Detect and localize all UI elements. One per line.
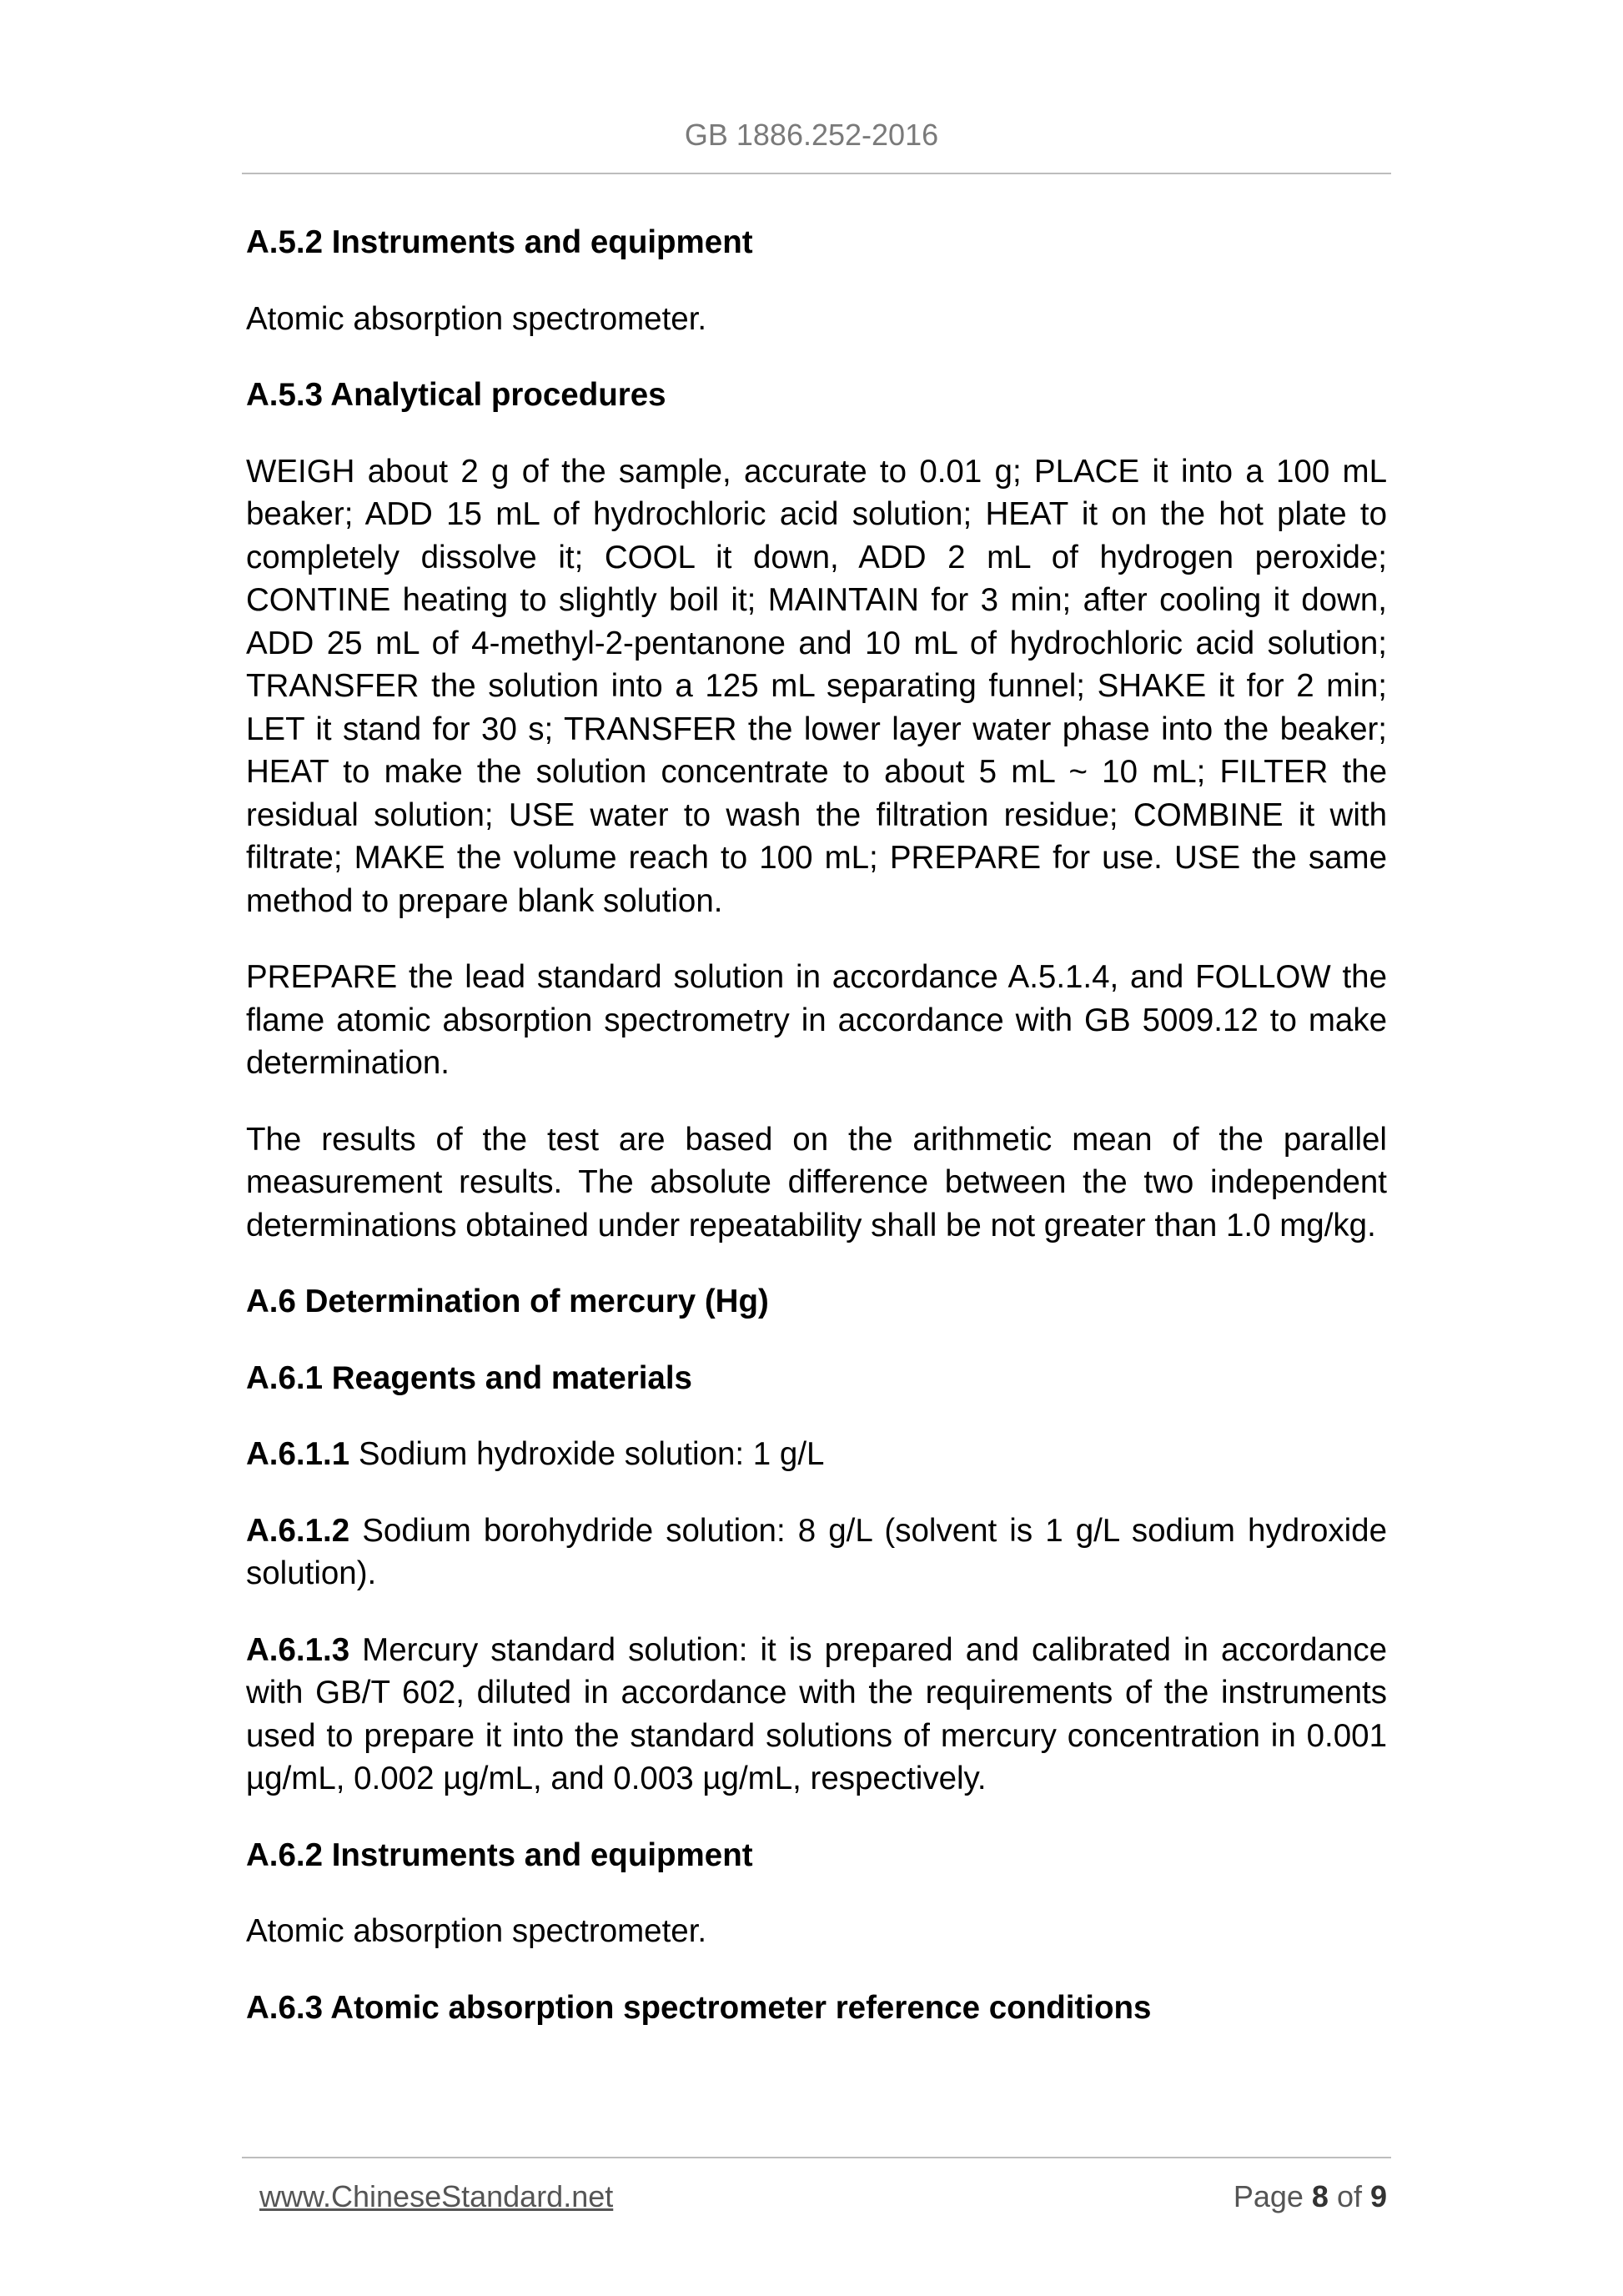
document-body: [246, 221, 1387, 2062]
clause-text-a612: Sodium borohydride solution: 8 g/L (solvent is 1 g/L sodium hydroxide solution).: [246, 1512, 1387, 1591]
section-heading-a63: A.6.3 Atomic absorption spectrometer reference conditions: [246, 1989, 1152, 2026]
paragraph-a53-procedure: WEIGH about 2 g of the sample, accurate to 0.01 g; PLACE it into a 100 mL beaker; ADD 15 mL of hydrochloric acid solution; HEAT it on the hot plate to completely dissolve it; COOL it down, ADD 2 mL of hydrogen peroxide; CONTINE heating to slightly boil it; MAINTAIN for 3 min; after cooling it down, ADD 25 mL of 4-methyl-2-pentanone and 10 mL of hydrochloric acid solution; TRANSFER the solution into a 125 mL separating funnel; SHAKE it for 2 min; LET it stand for 30 s; TRANSFER the lower layer water phase into the beaker; HEAT to make the solution concentrate to about 5 mL ~ 10 mL; FILTER the residual solution; USE water to wash the filtration residue; COMBINE it with filtrate; MAKE the volume reach to 100 mL; PREPARE for use. USE the same method to prepare blank solution.: [246, 453, 1387, 919]
website-link[interactable]: www.ChineseStandard.net: [259, 2179, 614, 2213]
section-heading-a61: A.6.1 Reagents and materials: [246, 1359, 692, 1396]
paragraph-a53-lead-standard: PREPARE the lead standard solution in accordance A.5.1.4, and FOLLOW the flame atomic absorption spectrometry in accordance with GB 5009.12 to make determination.: [246, 959, 1387, 1081]
section-heading-a6: A.6 Determination of mercury (Hg): [246, 1284, 769, 1319]
section-heading-a62: A.6.2 Instruments and equipment: [246, 1836, 753, 1873]
clause-number-a612: A.6.1.2: [246, 1512, 350, 1549]
total-pages-number: 9: [1369, 2179, 1387, 2213]
clause-a612: [246, 1510, 1387, 1595]
clause-text-a613: Mercury standard solution: it is prepared and calibrated in accordance with GB/T 602, diluted in accordance with the requirements of the instruments used to prepare it into the standard solutions of mercury concentration in 0.001 µg/mL, 0.002 µg/mL, and 0.003 µg/mL, respectively.: [246, 1631, 1387, 1796]
clause-number-a611: A.6.1.1: [246, 1436, 350, 1472]
clause-a613: [246, 1629, 1387, 1801]
header-divider: [242, 173, 1391, 174]
paragraph-a52: Atomic absorption spectrometer.: [246, 300, 707, 337]
page-indicator: [1234, 2177, 1387, 2217]
document-code-header: GB 1886.252-2016: [684, 118, 939, 152]
clause-text-a611: Sodium hydroxide solution: 1 g/L: [349, 1436, 825, 1472]
paragraph-a53-results: The results of the test are based on the arithmetic mean of the parallel measurement results. The absolute difference between the two independent determinations obtained under repeatability shall be not greater than 1.0 mg/kg.: [246, 1121, 1387, 1243]
clause-a611: [246, 1433, 1387, 1476]
current-page-number: 8: [1311, 2179, 1329, 2213]
clause-number-a613: A.6.1.3: [246, 1631, 350, 1668]
footer-divider: [242, 2157, 1391, 2158]
page-of-label: of: [1328, 2179, 1370, 2213]
page-label: Page: [1233, 2179, 1312, 2213]
section-heading-a52: A.5.2 Instruments and equipment: [246, 224, 753, 260]
section-heading-a53: A.5.3 Analytical procedures: [246, 377, 666, 413]
paragraph-a62: Atomic absorption spectrometer.: [246, 1913, 707, 1949]
